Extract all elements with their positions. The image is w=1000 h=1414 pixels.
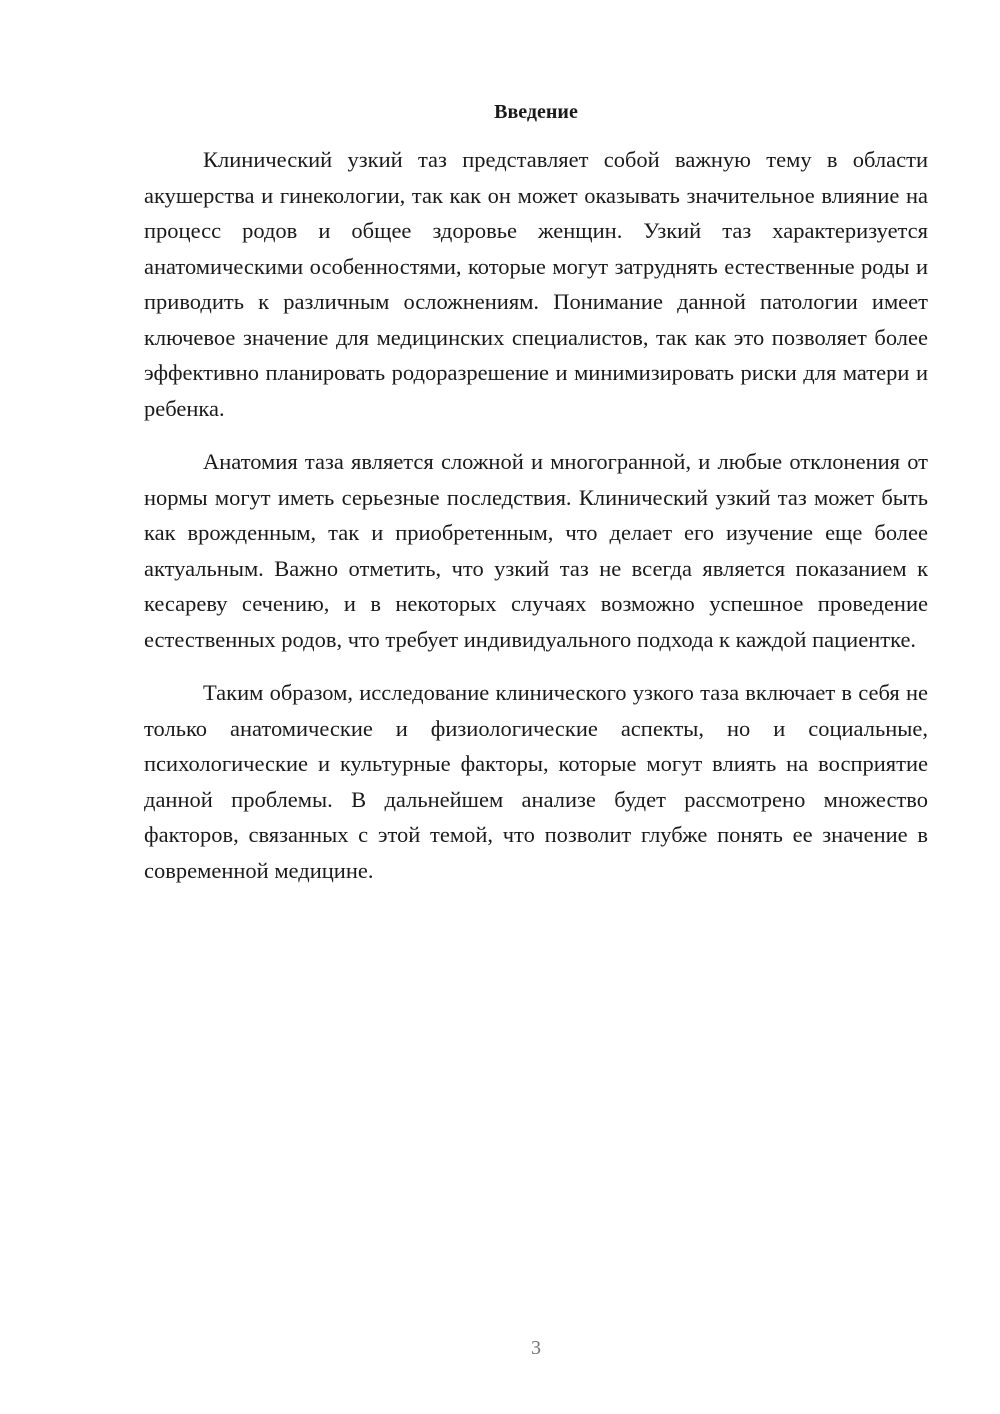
paragraph-1: Клинический узкий таз представляет собой важную тему в области акушерства и гинекологии, так как он может оказывать значительное влияние на процесс родов и общее здоровье женщин. Узкий таз характеризуется анатомическими особенностями, которые могут затруднять естественные роды и приводить к различным осложнениям. Понимание данной патологии имеет ключевое значение для медицинских специалистов, так как это позволяет более эффективно планировать родоразрешение и минимизировать риски для матери и ребенка. <box>144 147 928 421</box>
section-title: Введение <box>494 101 578 123</box>
body-text <box>144 142 928 906</box>
paragraph-2: Анатомия таза является сложной и многогранной, и любые отклонения от нормы могут иметь серьезные последствия. Клинический узкий таз может быть как врожденным, так и приобретенным, что делает его изучение еще более актуальным. Важно отметить, что узкий таз не всегда является показанием к кесареву сечению, и в некоторых случаях возможно успешное проведение естественных родов, что требует индивидуального подхода к каждой пациентке. <box>144 449 928 652</box>
page-number: 3 <box>531 1337 541 1359</box>
paragraph-3: Таким образом, исследование клинического узкого таза включает в себя не только анатомические и физиологические аспекты, но и социальные, психологические и культурные факторы, которые могут влиять на восприятие данной проблемы. В дальнейшем анализе будет рассмотрено множество факторов, связанных с этой темой, что позволит глубже понять ее значение в современной медицине. <box>144 680 928 883</box>
